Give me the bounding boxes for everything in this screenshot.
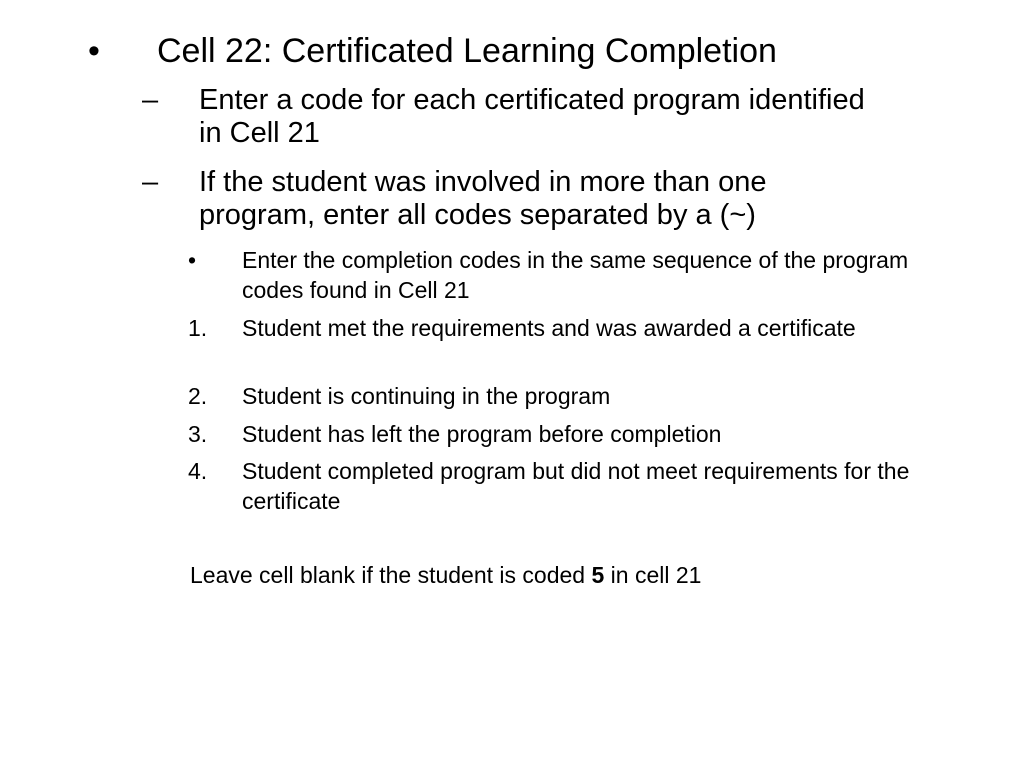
note-text-after: in cell 21 <box>604 562 702 588</box>
detail-text: Student met the requirements and was awarded a certificate <box>242 315 856 341</box>
note-code: 5 <box>591 562 605 588</box>
detail-text: Student completed program but did not meet requirements for the certificate <box>242 458 910 514</box>
detail-number-marker: 2. <box>188 383 208 409</box>
heading-text: Cell 22: Certificated Learning Completion <box>157 32 777 70</box>
subpoint-text: If the student was involved in more than one program, enter all codes separated by a (~) <box>199 166 767 231</box>
subpoint-text: Enter a code for each certificated program identified in Cell 21 <box>199 84 865 149</box>
detail-text: Student is continuing in the program <box>242 383 611 409</box>
subpoint-dash-marker: – <box>142 84 159 116</box>
detail-text: Enter the completion codes in the same sequence of the program codes found in Cell 21 <box>242 247 909 303</box>
detail-text: Student has left the program before completion <box>242 421 722 447</box>
heading-bullet-marker: • <box>88 32 100 70</box>
detail-number-marker: 3. <box>188 421 208 447</box>
detail-number-marker: 1. <box>188 315 208 341</box>
blank-cell-note <box>190 560 701 590</box>
subpoint-dash-marker: – <box>142 166 159 198</box>
detail-number-marker: 4. <box>188 458 208 484</box>
note-text-before: Leave cell blank if the student is coded <box>190 562 592 588</box>
detail-bullet-marker: • <box>188 247 197 273</box>
